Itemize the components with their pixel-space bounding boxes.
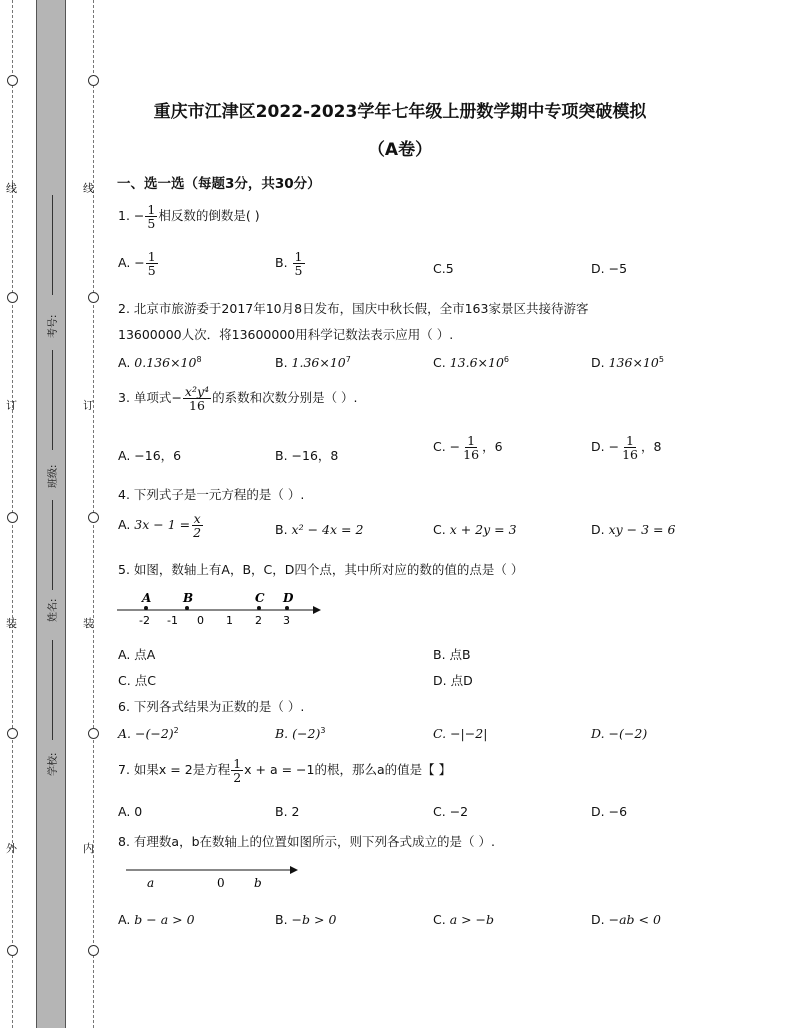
option-b[interactable]: B. x² − 4x = 2: [275, 522, 364, 537]
option-c[interactable]: C.5: [433, 261, 454, 276]
name-label: 姓名:: [48, 598, 59, 622]
label-zero: 0: [217, 876, 225, 890]
option-b[interactable]: B. $\frac{1}{5}$: [275, 249, 303, 279]
hole-circle: [88, 75, 99, 86]
hole-circle: [7, 945, 18, 956]
class-label: 班级:: [48, 464, 59, 488]
margin-char: 外: [6, 842, 17, 855]
fill-line: [52, 195, 53, 295]
margin-char: 线: [6, 182, 17, 195]
question-6: 6. 下列各式结果为正数的是（ ）.: [118, 699, 305, 714]
option-d[interactable]: D. −5: [591, 261, 628, 276]
option-d[interactable]: D. $136\times 10^5$: [591, 355, 664, 371]
margin-char: 线: [83, 182, 94, 195]
section-heading: 一、选一选（每题3分，共30分）: [117, 176, 321, 192]
option-a[interactable]: A. 点A: [118, 647, 156, 662]
point-label-d: D: [283, 591, 294, 605]
tick-label: -1: [167, 614, 178, 627]
margin-char: 订: [83, 399, 94, 412]
tick-label: 1: [226, 614, 233, 627]
question-8: 8. 有理数a，b在数轴上的位置如图所示，则下列各式成立的是（ ）.: [118, 834, 495, 849]
question-7: 7. 如果x = 2是方程 $\frac{1}{2}$ x + a = −1的根，那么a的值是【 】: [118, 756, 452, 786]
point-label-b: B: [183, 591, 194, 605]
fill-line: [52, 350, 53, 450]
question-2-line2: 13600000人次．将13600000用科学记数法表示应用（ ）.: [118, 327, 454, 342]
option-a[interactable]: A. $-(-2)^2$: [118, 726, 179, 742]
page-title: 重庆市江津区2022-2023学年七年级上册数学期中专项突破模拟: [153, 102, 647, 122]
option-c[interactable]: C. x + 2y = 3: [433, 522, 517, 537]
option-d[interactable]: D. −6: [591, 804, 628, 819]
tick-label: 2: [255, 614, 262, 627]
hole-circle: [88, 512, 99, 523]
exam-number-label: 考号:: [48, 314, 59, 338]
question-number: 1.: [118, 208, 130, 224]
number-line-q5: [115, 586, 325, 630]
point-label-c: C: [255, 591, 265, 605]
label-a: a: [147, 876, 155, 890]
page-subtitle: （A卷）: [367, 140, 433, 160]
hole-circle: [7, 728, 18, 739]
option-d[interactable]: D. 点D: [433, 673, 473, 688]
option-d[interactable]: D. −(−2): [591, 726, 648, 741]
option-a[interactable]: A. $0.136\times 10^8$: [118, 355, 202, 371]
fraction: $\frac{1}{5}$: [147, 202, 156, 232]
label-b: b: [254, 876, 262, 890]
option-b[interactable]: B. −b > 0: [275, 912, 337, 927]
option-d[interactable]: D. − $\frac{1}{16}$ ，8: [591, 433, 662, 463]
option-b[interactable]: B. 2: [275, 804, 300, 819]
question-stem: 相反数的倒数是( ): [158, 208, 260, 224]
tick-label: 3: [283, 614, 290, 627]
school-label: 学校:: [48, 752, 59, 776]
option-d[interactable]: D. xy − 3 = 6: [591, 522, 676, 537]
tick-label: 0: [197, 614, 204, 627]
margin-char: 内: [83, 842, 94, 855]
option-a[interactable]: A. −16，6: [118, 448, 182, 463]
hole-circle: [7, 512, 18, 523]
option-c[interactable]: C. −2: [433, 804, 469, 819]
option-c[interactable]: C. $13.6\times 10^6$: [433, 355, 509, 371]
number-line-q8: [122, 860, 302, 894]
tick-label: -2: [139, 614, 150, 627]
question-4: 4. 下列式子是一元方程的是（ ）.: [118, 487, 305, 502]
option-b[interactable]: B. 点B: [433, 647, 471, 662]
question-stem: 北京市旅游委于2017年10月8日发布，国庆中秋长假，全市163家景区共接待游客: [133, 301, 589, 316]
question-5: 5. 如图，数轴上有A，B，C，D四个点，其中所对应的数的值的点是（ ）: [118, 562, 524, 577]
option-b[interactable]: B. −16，8: [275, 448, 339, 463]
option-c[interactable]: C. a > −b: [433, 912, 495, 927]
hole-circle: [88, 292, 99, 303]
margin-char: 装: [83, 617, 94, 630]
fill-line: [52, 500, 53, 590]
hole-circle: [7, 292, 18, 303]
question-2: 2. 北京市旅游委于2017年10月8日发布，国庆中秋长假，全市163家景区共接待游客: [118, 301, 589, 316]
option-c[interactable]: C. 点C: [118, 673, 156, 688]
hole-circle: [7, 75, 18, 86]
option-b[interactable]: B. $1.36\times 10^7$: [275, 355, 351, 371]
option-a[interactable]: A. 0: [118, 804, 143, 819]
option-c[interactable]: C. − $\frac{1}{16}$ ，6: [433, 433, 503, 463]
point-label-a: A: [142, 591, 152, 605]
option-c[interactable]: C. −|−2|: [433, 726, 488, 741]
option-a[interactable]: A. 3x − 1 = $\frac{x}{2}$: [118, 511, 202, 541]
binding-strip: [36, 0, 66, 1028]
margin-char: 订: [6, 399, 17, 412]
option-b[interactable]: B. $(-2)^3$: [275, 726, 326, 742]
option-d[interactable]: D. −ab < 0: [591, 912, 661, 927]
hole-circle: [88, 945, 99, 956]
margin-char: 装: [6, 617, 17, 630]
hole-circle: [88, 728, 99, 739]
option-a[interactable]: A. b − a > 0: [118, 912, 195, 927]
option-a[interactable]: A. − $\frac{1}{5}$: [118, 249, 156, 279]
question-3: 3. 单项式− $\frac{\text{x²y⁴}}{16}$ 的系数和次数分别是（ ）.: [118, 384, 358, 414]
question-1: 1. − $\frac{1}{5}$ 相反数的倒数是( ): [118, 202, 260, 232]
fraction: $\frac{\text{x²y⁴}}{16}$: [184, 384, 210, 414]
fill-line: [52, 640, 53, 740]
